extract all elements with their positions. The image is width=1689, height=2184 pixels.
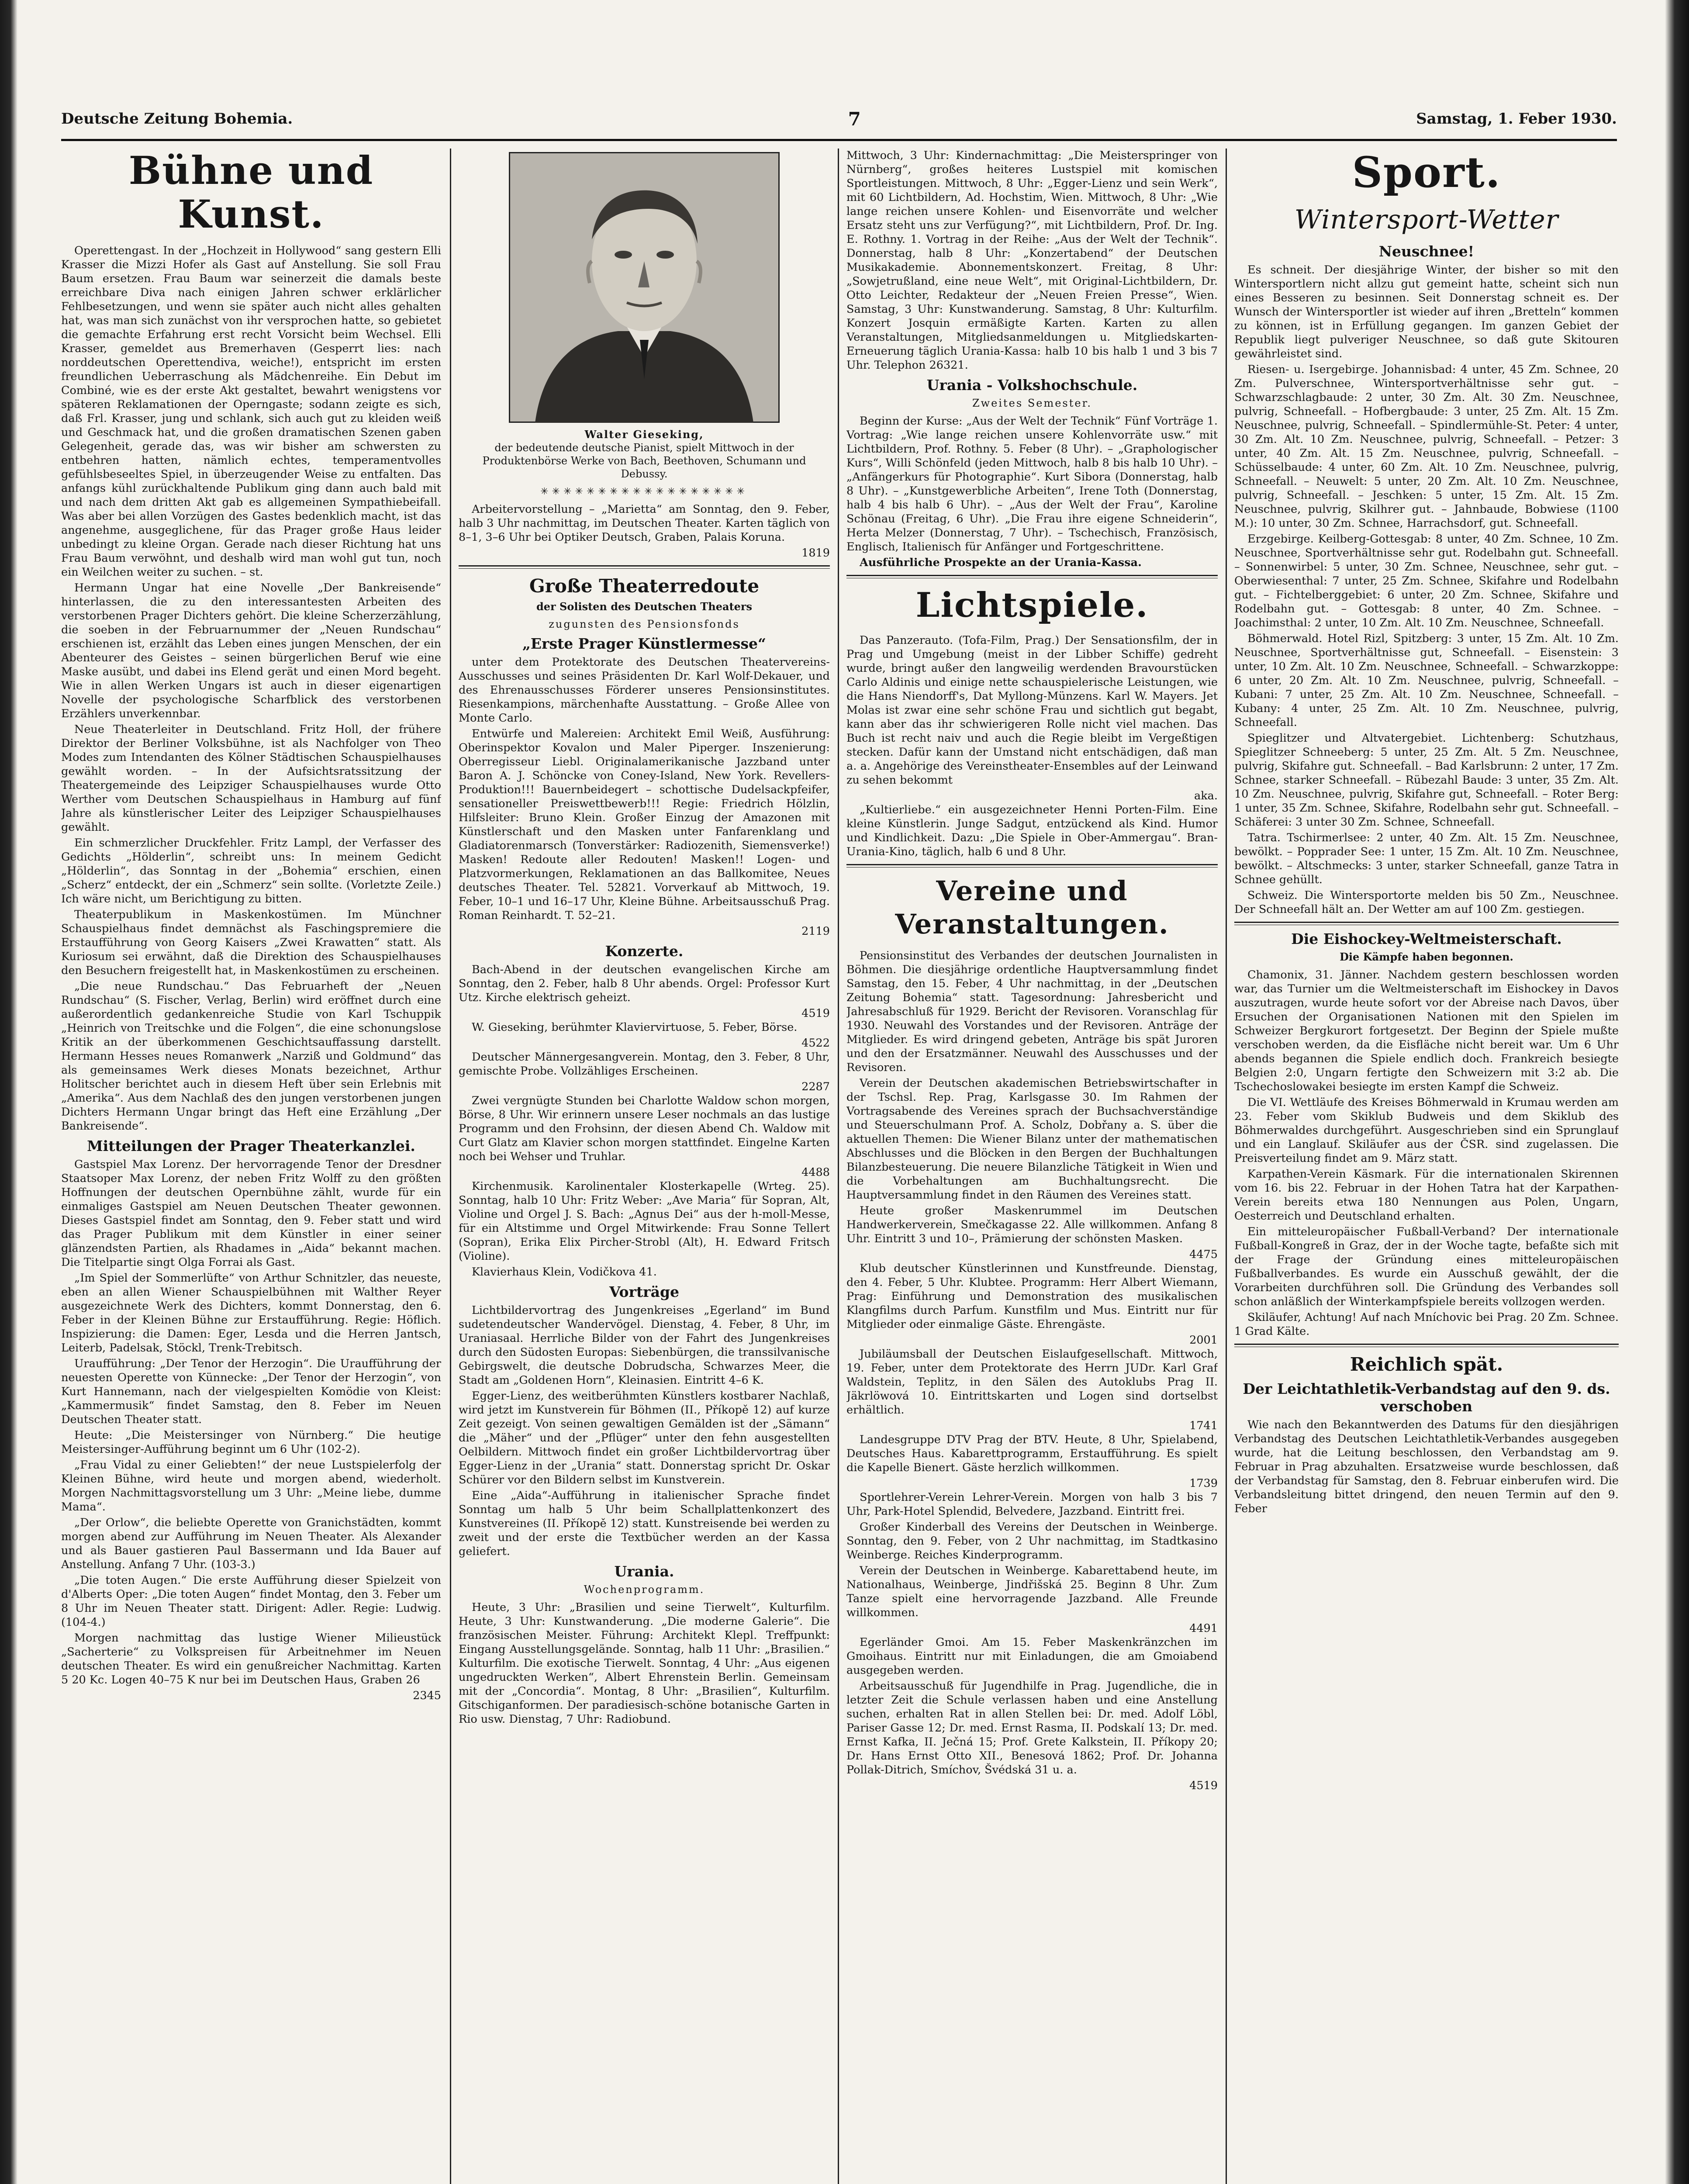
article-aida: Eine „Aida“-Aufführung in italienischer Sprache findet Sonntag um halb 5 Uhr beim Schallplattenkonzert des Kunstvereines (II. Příkopě 12) statt. Kunstreisende bei werden zu zweit und der erste die Textbücher werden an der Kassa geliefert. [459, 1489, 830, 1558]
report-riesengebirge: Riesen- u. Isergebirge. Johannisbad: 4 unter, 45 Zm. Schnee, 20 Zm. Pulverschnee, Wintersportverhältnisse sehr gut. – Schwarzschlagbaude: 2 unter, 30 Zm. Alt. 30 Zm. Neuschnee, pulvrig, Schneefall. – Hofbergbaude: 3 unter, 25 Zm. Alt. 15 Zm. Neuschnee, pulvrig, Schneefall. – Spindlermühle-St. Peter: 4 unter, 30 Zm. Alt. 10 Zm. Neuschnee, pulvrig, Schneefall. – Petzer: 3 unter, 40 Zm. Alt. 15 Zm. Neuschnee, pulvrig, Schneefall. – Schüsselbaude: 4 unter, 60 Zm. Alt. 10 Zm. Neuschnee, pulvrig, Schneefall. – Neuwelt: 5 unter, 20 Zm. Alt. 10 Zm. Neuschnee, pulvrig, Schneefall. – Jeschken: 5 unter, 15 Zm. Alt. 15 Zm. Neuschnee, pulvrig, Skilhrer gut. – Jahnbaude, Bobwiese (1100 M.): 10 unter, 30 Zm. Schnee, Harrachsdorf, gut. Schneefall. [1234, 363, 1619, 530]
article-kultierliebe: „Kultierliebe.“ ein ausgezeichneter Henni Porten-Film. Eine kleine Künstlerin. Junge Sadgut, entzückend als Kind. Humor und Kindlichkeit. Dazu: „Die Spiele in Ober-Ammergau“. Bran-Urania-Kino, täglich, halb 6 und 8 Uhr. [846, 803, 1218, 858]
ad-number: 4519 [1189, 1779, 1218, 1792]
heading-volkshochschule: Urania - Volkshochschule. [926, 377, 1138, 394]
ad-number: 2119 [801, 925, 830, 938]
article-bach: Bach-Abend in der deutschen evangelischen Kirche am Sonntag, den 2. Feber, halb 8 Uhr abends. Orgel: Professor Kurt Utz. Kirche elektrisch geheizt. [459, 963, 830, 1004]
section-heading-vereine: Vereine und Veranstaltungen. [895, 875, 1169, 940]
urania-sub: Wochenprogramm. [584, 1583, 705, 1596]
column-1 [61, 149, 441, 2184]
divider [459, 565, 830, 569]
ad-number: 1741 [1189, 1419, 1218, 1432]
heading-reichlich-spaet: Reichlich spät. [1350, 1354, 1503, 1375]
ad-number: 2287 [801, 1080, 830, 1093]
article-rundschau: „Die neue Rundschau.“ Das Februarheft der „Neuen Rundschau“ (S. Fischer, Verlag, Berlin) wird eröffnet durch eine außerordentlich gedankenreiche Studie von Karl Tschuppik „Heinrich von Treitschke und die Folgen“, die eine schonungslose Kritik an der überkommenen Geschichtsauffassung darstellt. Hermann Hesses neues Romanwerk „Narziß und Goldmund“ das als gemeinsames Werk dieses Monats bezeichnet, Arthur Holitscher berichtet auch in diesem Heft über sein Erlebnis mit „Amerika“. Aus dem Nachlaß des den jungen verstorbenen jungen Dichters Hermann Ungar bringt das Heft eine Erzählung „Der Bankreisende“. [61, 980, 441, 1133]
masthead [61, 106, 1617, 132]
article-redoute: unter dem Protektorate des Deutschen Theatervereins-Ausschusses und seines Präsidenten Dr. Karl Wolf-Dekauer, und des Ehrenausschusses Förderer unseres Pensionsinstitutes. Riesenkampions, märchenhafte Ausstattung. – Große Allee von Monte Carlo. [459, 656, 830, 725]
heading-wintersport-wetter: Wintersport-Wetter [1294, 204, 1559, 235]
scan-edge-left [0, 0, 17, 2184]
article-panzerauto: Das Panzerauto. (Tofa-Film, Prag.) Der Sensationsfilm, der in Prag und Umgebung (meist in der Libber Schiffe) gedreht wurde, bringt außer den langweilig werdenden Bravourstücken Carlo Aldinis und einige nette schauspielerische Leistungen, wie die Hans Niendorff's, Dat Myllong-Münzens. Karl W. Mayers. Jet Molas ist zwar eine sehr schöne Frau und sichtlich gut begabt, kann aber das ihr schwierigeren Rolle nicht viel machen. Das Buch ist recht naiv und auch die Regie bleibt im Vergeßtigen stecken. Dafür kann der Umstand nicht entschädigen, daß man a. a. Angehörige des Vereinstheater-Ensembles auf der Leinwand zu sehen bekommt [846, 634, 1218, 787]
article-theaterleiter: Neue Theaterleiter in Deutschland. Fritz Holl, der frühere Direktor der Berliner Volksbühne, ist als Nachfolger von Theo Modes zum Intendanten des Kölner Städtischen Schauspielhauses gewählt worden. – In der Aufsichtsratssitzung der Theatergemeinde des Leipziger Schauspielhauses wurde Otto Werther vom Deutschen Schauspielhaus in Hamburg auf fünf Jahre als künstlerischer Leiter des Leipziger Schauspielhauses gewählt. [61, 723, 441, 834]
ornament-rule: ✳✳✳✳✳✳✳✳✳✳✳✳✳✳✳✳✳✳ [540, 486, 748, 497]
article-jugendhilfe: Arbeitsausschuß für Jugendhilfe in Prag. Jugendliche, die in letzter Zeit die Schule verlassen haben und eine Anstellung suchen, erhalten Rat in allen Stellen bei: Dr. med. Adolf Löbl, Pariser Gasse 12; Dr. med. Ernst Rasma, II. Podskalí 13; Dr. med. Ernst Kafka, II. Ječná 15; Prof. Grete Kalkstein, II. Příkopy 20; Dr. Hans Ernst Otto XII., Benesová 1862; Prof. Dr. Johanna Pollak-Ditrich, Smíchov, Švédská 31 u. a. [846, 1679, 1218, 1776]
ad-number: 2001 [1189, 1334, 1218, 1347]
heading-mitteilungen: Mitteilungen der Prager Theaterkanzlei. [87, 1137, 415, 1154]
ad-number: 2345 [413, 1689, 441, 1702]
redoute-sub1: der Solisten des Deutschen Theaters [536, 600, 753, 613]
report-altvater: Spieglitzer und Altvatergebiet. Lichtenberg: Schutzhaus, Spieglitzer Schneeberg: 5 unter, 25 Zm. Alt. 5 Zm. Neuschnee, pulvrig, Skifahre gut. Schneefall. – Bad Karlsbrunn: 2 unter, 17 Zm. Schnee, starker Schneefall. – Rübezahl Baude: 3 unter, 35 Zm. Alt. 10 Zm. Neuschnee, pulvrig, Skifahre gut, Schneefall. – Roter Berg: 1 unter, 35 Zm. Schnee, Skifahre, Rodelbahn sehr gut. Schneefall. – Schäferei: 3 unter 30 Zm. Schnee, Schneefall. [1234, 732, 1619, 829]
column-rule-2 [838, 149, 839, 2184]
scan-edge-right [1665, 0, 1689, 2184]
volkshochschule-sub: Zweites Semester. [972, 397, 1092, 409]
article-pension: Pensionsinstitut des Verbandes der deutschen Journalisten in Böhmen. Die diesjährige ordentliche Hauptversammlung findet Samstag, den 15. Feber, 4 Uhr nachmittag, in der „Deutschen Zeitung Bohemia“ statt. Tagesordnung: Jahresbericht und Jahresabschluß für 1929. Bericht der Revisoren. Voranschlag für 1930. Neuwahl des Vorstandes und der Revisoren. Anträge der Mitglieder. Es wird dringend gebeten, Anträge bis spät Juroren und den der Ersatzmänner. Neuwahl des Ausschusses und der Revisoren. [846, 949, 1218, 1074]
column-3 [846, 149, 1218, 2184]
article-sommerluefte: „Im Spiel der Sommerlüfte“ von Arthur Schnitzler, das neueste, eben an allen Wiener Schauspielbühnen mit Walther Reyer ausgezeichnete Werk des Dichters, kommt Donnerstag, den 6. Feber in der Kleinen Bühne zur Erstaufführung. Regie: Höflich. Inspizierung: die Damen: Eger, Lesda und die Herren Jantsch, Leiterb, Padelsak, Stöckl, Trenk-Trebitsch. [61, 1272, 441, 1355]
ad-number: 4475 [1189, 1248, 1218, 1261]
article-kasino: Verein der Deutschen in Weinberge. Kabarettabend heute, im Nationalhaus, Weinberge, Jindřišská 25. Beginn 8 Uhr. Zum Tanze spielt eine hervorragende Jazzband. Alle Freunde willkommen. [846, 1564, 1218, 1619]
ad-number: 4522 [801, 1037, 830, 1050]
caption-name: Walter Gieseking, [584, 428, 704, 441]
divider [1234, 922, 1619, 925]
report-erzgebirge: Erzgebirge. Keilberg-Gottesgab: 8 unter, 40 Zm. Schnee, 10 Zm. Neuschnee, Sportverhältnisse sehr gut. Rodelbahn gut. Schneefall. – Sonnenwirbel: 5 unter, 30 Zm. Schnee, Neuschnee, sehr gut. – Oberwiesenthal: 7 unter, 25 Zm. Schnee, Skifahre und Rodelbahn gut. – Fichtelberggebiet: 6 unter, 20 Zm. Schnee, Skifahre und Rodelbahn gut. – Gottesgab: 8 unter, 40 Zm. Schnee. – Joachimsthal: 2 unter, 10 Zm. Alt. 10 Zm. Neuschnee, Schneefall. [1234, 532, 1619, 629]
divider [846, 864, 1218, 867]
article-waldow: Zwei vergnügte Stunden bei Charlotte Waldow schon morgen, Börse, 8 Uhr. Wir erinnern unsere Leser nochmals an das lustige Programm und den Frohsinn, der diesen Abend Ch. Waldow mit Curt Glatz am Klavier schon morgen stattfindet. Eingelne Karten noch bei Wehser und Truhlar. [459, 1094, 830, 1163]
article-volkshochschule: Beginn der Kurse: „Aus der Welt der Technik“ Fünf Vorträge 1. Vortrag: „Wie lange reichen unsere Kohlenvorräte usw.“ mit Lichtbildern, Prof. Rothny. 5. Feber (8 Uhr). – „Graphologischer Kurs“, Willi Schönfeld (jeden Mittwoch, halb 8 bis halb 10 Uhr). – „Anfängerkurs für Photographie“. Kurt Sibora (Donnerstag, halb 8 Uhr). – „Kunstgewerbliche Arbeiten“, Irene Toth (Donnerstag, halb 4 bis halb 6 Uhr). – „Aus der Welt der Frau“, Karoline Schönau (Freitag, 6 Uhr). „Die Frau ihre eigene Schneiderin“, Herta Melzer (Donnerstag, 7 Uhr). – Tschechisch, Französisch, Englisch, Italienisch für Anfänger und Fortgeschrittene. [846, 415, 1218, 553]
article-arbeitervorstellung: Arbeitervorstellung – „Marietta“ am Sonntag, den 9. Feber, halb 3 Uhr nachmittag, im Deutschen Theater. Karten täglich von 8–1, 3–6 Uhr bei Optiker Deutsch, Graben, Palais Koruna. [459, 503, 830, 544]
heading-leichtathletik: Der Leichtathletik-Verbandstag auf den 9. ds. verschoben [1243, 1380, 1610, 1415]
article-egerland: Lichtbildervortrag des Jungenkreises „Egerland“ im Bund sudetendeutscher Wandervögel. Dienstag, 4. Feber, 8 Uhr, im Uraniasaal. Herrliche Bilder von der Fahrt des Jungenkreises durch den Südosten Europas: Siebenbürgen, die transsilvanische Gebirgswelt, die deutsche Dobrudscha, Schwarzes Meer, die Stadt am „Goldenen Horn“, Kleinasien. Eintritt 4–6 K. [459, 1304, 830, 1387]
column-2 [459, 149, 830, 2184]
report-boehmerwald: Böhmerwald. Hotel Rizl, Spitzberg: 3 unter, 15 Zm. Alt. 10 Zm. Neuschnee, Sportverhältnisse gut, Schneefall. – Eisenstein: 3 unter, 10 Zm. Alt. 10 Zm. Neuschnee, Schneefall. – Schwarzkoppe: 6 unter, 20 Zm. Alt. 10 Zm. Neuschnee, pulvrig, Schneefall. – Kubani: 7 unter, 25 Zm. Alt. 10 Zm. Neuschnee, Schneefall. – Kubany: 4 unter, 25 Zm. Alt. 10 Zm. Neuschnee, pulvrig, Schneefall. [1234, 632, 1619, 729]
article-ungar: Hermann Ungar hat eine Novelle „Der Bankreisende“ hinterlassen, die zu den interessantesten Arbeiten des verstorbenen Prager Dichters gehört. Die kleine Scherzerzählung, die soeben in der Februarnummer der „Neuen Rundschau“ erschienen ist, erzählt das Leben eines jungen Menschen, der ein Abenteurer des Geistes – seinen bürgerlichen Beruf wie eine Maske ausübt, und dabei ins Elend gerät und einen Mord begeht. Wie in allen Werken Ungars ist auch in dieser eigenartigen Novelle der psychologische Scharfblick des verstorbenen Erzählers unverkennbar. [61, 581, 441, 720]
section-heading-sport: Sport. [1352, 149, 1501, 197]
article-tenor: Uraufführung: „Der Tenor der Herzogin“. Die Uraufführung der neuesten Operette von Künnecke: „Der Tenor der Herzogin“, von Kurt Hannemann, nach der vielgespielten Komödie von Kleist: „Kammermusik“ findet Samstag, den 8. Feber im Neuen Deutschen Theater statt. [61, 1357, 441, 1426]
article-eishockey: Chamonix, 31. Jänner. Nachdem gestern beschlossen worden war, das Turnier um die Weltmeisterschaft im Eishockey in Davos auszutragen, wurde heute sofort vor der Abreise nach Davos, über Ersuchen der Organisationen Nationen mit den Spielen im Schweizer Bergkurort fortgesetzt. Der Beginn der Spiele mußte verschoben werden, da die Eisfläche nicht bereit war. Um 6 Uhr abends begannen die Spiele endlich doch. Frankreich besiegte Belgien 2:0, Ungarn fertigte den Schweizern mit 3:2 ab. Die Tschechoslowakei besiegte im ersten Kampf die Schweiz. [1234, 968, 1619, 1093]
article-boehmerwaldlauf: Die VI. Wettläufe des Kreises Böhmerwald in Krumau werden am 23. Feber vom Skiklub Budweis und dem Skiklub des Böhmerwaldes durchgeführt. Ausgeschrieben sind ein Sprunglauf und ein Langlauf. Skiläufer aus der ČSR. sind zugelassen. Die Preisverteilung findet am 9. März statt. [1234, 1096, 1619, 1165]
article-kirchenmusik: Kirchenmusik. Karolinentaler Klosterkapelle (Wrteg. 25). Sonntag, halb 10 Uhr: Fritz Weber: „Ave Maria“ für Sopran, Alt, Violine und Orgel J. S. Bach: „Agnus Dei“ aus der h-moll-Messe, für ein Altstimme und Orgel Mitwirkende: Frau Sonne Tellert (Sopran), Erika Elix Pircher-Strobl (Alt), H. Edward Fritsch (Violine). [459, 1180, 830, 1263]
ad-number: 1819 [801, 546, 830, 560]
heading-theaterredoute: Große Theaterredoute [529, 575, 760, 597]
column-4 [1234, 149, 1619, 2184]
article-lorenz: Gastspiel Max Lorenz. Der hervorragende Tenor der Dresdner Staatsoper Max Lorenz, der neben Fritz Wolff zu den größten Hoffnungen der deutschen Opernbühne zählt, wurde für ein einmaliges Gastspiel am Neuen Deutschen Theater gewonnen. Dieses Gastspiel findet am Sonntag, den 9. Feber statt und wird das Prager Publikum mit dem Künstler in einer seiner glänzendsten Partien, als Rhadames in „Aida“ bekannt machen. Die Titelpartie singt Olga Forrai als Gast. [61, 1158, 441, 1269]
article-toten-augen: „Die toten Augen.“ Die erste Aufführung dieser Spielzeit von d'Alberts Oper: „Die toten Augen“ findet Montag, den 3. Feber um 8 Uhr im Neuen Theater statt. Dirigent: Adler. Regie: Ludwig. (104-4.) [61, 1574, 441, 1629]
column-rule-3 [1226, 149, 1227, 2184]
column-rule-1 [450, 149, 451, 2184]
article-klavierhaus: Klavierhaus Klein, Vodičkova 41. [472, 1265, 657, 1279]
redoute-sub3: „Erste Prager Künstlermesse“ [522, 635, 767, 652]
article-neuschnee: Es schneit. Der diesjährige Winter, der bisher so mit den Wintersportlern nicht allzu gut gemeint hatte, scheint sich nun eines Besseren zu besinnen. Seit Donnerstag schneit es. Der Wunsch der Wintersportler ist wieder auf ihren „Bretteln“ kommen zu können, ist in Erfüllung gegangen. Im ganzen Gebiet der Republik liegt pulveriger Neuschnee, so daß gute Skitouren gewährleistet sind. [1234, 263, 1619, 360]
article-orlow: „Der Orlow“, die beliebte Operette von Granichstädten, kommt morgen abend zur Aufführung im Neuen Theater. Als Alexander und als Bauer gastieren Paul Bassermann und Ida Bauer auf Anstellung. Anfang 7 Uhr. (103-3.) [61, 1516, 441, 1571]
article-sacherterie: Morgen nachmittag das lustige Wiener Milieustück „Sacherterie“ zu Volkspreisen für Arbeitnehmer im Neuen deutschen Theater. Es wird ein genußreicher Nachmittag. Karten 5 20 Kc. Logen 40–75 K nur bei im Deutschen Haus, Graben 26 [61, 1631, 441, 1686]
article-sportlehrer: Sportlehrer-Verein Lehrer-Verein. Morgen von halb 3 bis 7 Uhr, Park-Hotel Splendid, Belvedere, Jazzband. Eintritt frei. [846, 1491, 1218, 1518]
heading-urania: Urania. [614, 1563, 674, 1580]
divider [846, 575, 1218, 578]
article-urania-program: Heute, 3 Uhr: „Brasilien und seine Tierwelt“, Kulturfilm. Heute, 3 Uhr: Kunstwanderung. „Die moderne Galerie“. Die französischen Meister. Führung: Architekt Klepl. Treffpunkt: Eingang Ausstellungsgelände. Sonntag, halb 11 Uhr: „Brasilien.“ Kulturfilm. Die exotische Tierwelt. Sonntag, 4 Uhr: „Aus eigenen ungedruckten Werken“, Albert Ehrenstein Berlin. Gemeinsam mit der „Concordia“. Montag, 8 Uhr: „Brasilien“, Kulturfilm. Gitschiganformen. Der paradiesisch-schöne botanische Garten in Rio usw. Dienstag, 7 Uhr: Radiobund. [459, 1601, 830, 1726]
article-druckfehler: Ein schmerzlicher Druckfehler. Fritz Lampl, der Verfasser des Gedichts „Hölderlin“, schreibt uns: In meinem Gedicht „Hölderlin“, das Sonntag in der „Bohemia“ erschien, einen „Scherz“ entdeckt, der ein „Schmerz“ sein sollte. (Vorletzte Zeile.) Ich wäre nicht, um Berichtigung zu bitten. [61, 836, 441, 905]
divider [1234, 1344, 1619, 1347]
article-egger-lienz: Egger-Lienz, des weitberühmten Künstlers kostbarer Nachlaß, wird jetzt im Kunstverein für Böhmen (II., Příkopě 12) auf kurze Zeit gezeigt. Von seinen gewaltigen Gemälden ist der „Sämann“ die „Mäher“ und der „Pflüger“ unter den fehn ausgestellten Oelbildern. Mittwoch findet ein großer Lichtbildervortrag über Egger-Lienz in der „Urania“ statt. Donnerstag spricht Dr. Oskar Schürer vor den Bildern selbst im Kunstverein. [459, 1389, 830, 1486]
article-maskenrummel: Heute großer Maskenrummel im Deutschen Handwerkerverein, Smečkagasse 22. Alle willkommen. Anfang 8 Uhr. Eintritt 3 und 10–, Prämierung der schönsten Masken. [846, 1204, 1218, 1245]
masthead-rule [61, 139, 1617, 141]
article-kuenstlerinnen: Klub deutscher Künstlerinnen und Kunstfreunde. Dienstag, den 4. Feber, 5 Uhr. Klubtee. Programm: Herr Albert Wiemann, Prag: Einführung und Demonstration des musikalischen Klangfilms durch Parfum. Kunstfilm und Mus. Eintritt nur für Mitglieder oder einmalige Gäste. Ehrengäste. [846, 1262, 1218, 1331]
article-signature: aka. [1194, 789, 1218, 802]
article-skilaeufer: Skiläufer, Achtung! Auf nach Mníchovic bei Prag. 20 Zm. Schnee. 1 Grad Kälte. [1234, 1311, 1619, 1338]
ad-number: 1739 [1189, 1477, 1218, 1490]
heading-neuschnee: Neuschnee! [1378, 243, 1475, 260]
heading-vortraege: Vorträge [609, 1283, 680, 1300]
article-maennergesang: Deutscher Männergesangverein. Montag, den 3. Feber, 8 Uhr, gemischte Probe. Vollzähliges Erscheinen. [459, 1051, 830, 1078]
ad-number: 4491 [1189, 1622, 1218, 1635]
article-meistersinger: Heute: „Die Meistersinger von Nürnberg.“ Die heutige Meistersinger-Aufführung beginnt um 6 Uhr (102-2). [61, 1429, 441, 1456]
caption-text: der bedeutende deutsche Pianist, spielt Mittwoch in der Produktenbörse Werke von Bach, Beethoven, Schumann und Debussy. [482, 442, 806, 480]
paper-name: Deutsche Zeitung Bohemia. [61, 110, 293, 128]
eishockey-sub: Die Kämpfe haben begonnen. [1340, 950, 1513, 963]
redoute-sub2: zugunsten des Pensionsfonds [549, 618, 740, 630]
report-schweiz: Schweiz. Die Wintersportorte melden bis 50 Zm., Neuschnee. Der Schneefall hält an. Der Wetter am auf 100 Zm. gestiegen. [1234, 889, 1619, 916]
article-maskenkostuem: Theaterpublikum in Maskenkostümen. Im Münchner Schauspielhaus findet demnächst als Faschingspremiere die Erstaufführung von Georg Kaisers „Zwei Krawatten“ statt. Als Kuriosum sei erwähnt, daß die Direktion des Schauspielhauses den Besuchern freigestellt hat, in Maskenkostümen zu erscheinen. [61, 908, 441, 977]
photo-caption [459, 428, 830, 480]
heading-eishockey: Die Eishockey-Weltmeisterschaft. [1291, 930, 1562, 947]
section-heading-lichtspiele: Lichtspiele. [915, 585, 1149, 625]
issue-date: Samstag, 1. Feber 1930. [1416, 110, 1617, 128]
article-operettengast: Operettengast. In der „Hochzeit in Hollywood“ sang gestern Elli Krasser die Mizzi Hofer als Gast auf Anstellung. Sie soll Frau Baum ersetzen. Frau Baum war seinerzeit die damals beste erreichbare Diva nach einigen Jahren schwer erklärlicher Fehlbesetzungen, und wenn sie später auch nicht alles gehalten hat, was man sich zunächst von ihr versprochen hatte, so gebietet die gemachte Erfahrung erst recht Vorsicht beim Wechsel. Elli Krasser, gemeldet aus Bremerhaven (Gesperrt lies: nach norddeutschen Operettendiva, weiche!), entspricht im ersten freundlichen Ueberraschung als Mädchenreihe. Ein Debut im Combiné, wie es der erste Akt gestaltet, bewahrt wenigstens vor späteren Reklamationen der Operngaste; sodann zeigte es sich, daß Frl. Krasser, jung und schlank, sich auch gut zu kleiden weiß und Geschmack hat, und die großen dramatischen Szenen gaben Gelegenheit, gerade das, was wir bisher am schwersten zu entbehren hatten, nämlich echtes, temperamentvolles gefühlsbeseeltes Spiel, in überzeugender Weise zu entfalten. Das anfangs kühl zurückhaltende Publikum ging dann auch bald mit und nach dem dritten Akt gab es allgemeinen Sympathiebeifall. Was aber bei allen Vorzügen des Gastes bedenklich macht, ist das angenehme, ausgeglichene, für das Prager große Haus leider unbedingt zu kleine Organ. Gerade nach dieser Richtung hat uns Frau Baum verwöhnt, und deshalb wird man wohl gut tun, noch ein Weilchen weiter zu suchen. – st. [61, 244, 441, 579]
article-leichtathletik: Wie nach den Bekanntwerden des Datums für den diesjährigen Verbandstag des Deutschen Leichtathletik-Verbandes ausgegeben wurde, hat die Leitung beschlossen, den Verbandstag am 9. Februar in Prag abzuhalten. Ersatzweise wurde beschlossen, daß der Verbandstag für Samstag, den 8. Februar einberufen wird. Die Verbandsleitung bittet dringend, den neuen Termin auf den 9. Feber [1234, 1418, 1619, 1515]
article-egerlaender: Egerländer Gmoi. Am 15. Feber Maskenkränzchen im Gmoihaus. Eintritt nur mit Einladungen, die am Gmoiabend ausgegeben werden. [846, 1636, 1218, 1677]
portrait-photo [509, 152, 780, 423]
article-jubilaeum: Jubiläumsball der Deutschen Eislaufgesellschaft. Mittwoch, 19. Feber, unter dem Protektorate des Herrn JUDr. Karl Graf Waldstein, Teplitz, in den Sälen des Autoklubs Prag II. Jäkrlöwová 10. Eintrittskarten und Logen sind dortselbst erhältlich. [846, 1348, 1218, 1417]
ad-number: 4488 [801, 1166, 830, 1179]
article-urania-cont: Mittwoch, 3 Uhr: Kindernachmittag: „Die Meisterspringer von Nürnberg“, großes heiteres Lustspiel mit komischen Sportleistungen. Mittwoch, 8 Uhr: „Egger-Lienz und sein Werk“, mit 60 Lichtbildern, Ad. Hochstim, Wien. Mittwoch, 8 Uhr: „Wie lange reichen unsere Kohlen- und Eisenvorräte und welcher Ersatz steht uns zur Verfügung?“, mit Lichtbildern, Prof. Dr. Ing. E. Rothny. 1. Vortrag in der Reihe: „Aus der Welt der Technik“. Donnerstag, halb 8 Uhr: „Konzertabend“ der Deutschen Musikakademie. Abonnementskonzert. Freitag, 8 Uhr: „Sowjetrußland, eine neue Welt“, mit Original-Lichtbildern, Dr. Otto Leichter, Redakteur der „Neuen Freien Presse“, Wien. Samstag, 3 Uhr: Kunstwanderung. Samstag, 8 Uhr: Kulturfilm. Konzert Josquin ermäßigte Karten. Karten zu allen Veranstaltungen, Mitgliedsanmeldungen u. Mitgliedskarten-Erneuerung täglich Urania-Kassa: halb 10 bis halb 1 und 3 bis 7 Uhr. Telephon 26321. [846, 149, 1218, 372]
article-redoute-2: Entwürfe und Malereien: Architekt Emil Weiß, Ausführung: Oberinspektor Kovalon und Maler Piperger. Inszenierung: Oberregisseur Liebl. Originalamerikanische Jazzband unter Baron A. J. Schöncke von Coney-Island, New York. Revellers-Produktion!!! Bauernbeidegert – schottische Dudelsackpfeifer, sensationeller Preiswettbewerb!!! Regie: Friedrich Hölzlin, Hilfsleiter: Bruno Klein. Großer Einzug der Amazonen mit Künstlerschaft und den Masken unter Fanfarenklang und Gladiatorenmarsch (Tonverstärker: Radiozenith, Siemensverke!) Masken! Redoute aller Redouten! Masken!! Logen- und Platzvormerkungen, Reklamationen an das Ballkomitee, Neues deutsches Theater. Tel. 52821. Vorverkauf ab Mittwoch, 19. Feber, 10–1 und 16–17 Uhr, Kleine Bühne. Arbeitsausschuß Prag. Roman Reinhardt. T. 52–21. [459, 727, 830, 922]
section-heading-buehne: Bühne und Kunst. [128, 149, 374, 237]
heading-konzerte: Konzerte. [605, 943, 684, 960]
ad-number: 4519 [801, 1007, 830, 1020]
article-gieseking: W. Gieseking, berühmter Klaviervirtuose, 5. Feber, Börse. [472, 1021, 798, 1034]
article-fussball: Ein mitteleuropäischer Fußball-Verband? Der internationale Fußball-Kongreß in Graz, der in der Woche tagte, befaßte sich mit der Frage der Gründung eines mitteleuropäischen Fußballverbandes. Es wurde ein Ausschuß gewählt, der die Vorarbeiten durchführen soll. Die Gründung des Verbandes soll schon anläßlich der Winterkampfspiele bereits vollzogen werden. [1234, 1225, 1619, 1308]
article-hochschul: Verein der Deutschen akademischen Betriebswirtschafter in der Tschsl. Rep. Prag, Karlsgasse 30. Im Rahmen der Vortragsabende des Vereines sprach der Buchsachverständige und Steuerschulmann Prof. A. Scholz, Dobřany a. S. über die aktuellen Themen: Die Wiener Bilanz unter der mathematischen Abschlusses und die Blöcken in den Bergen der Buchhaltungen Bilanzbesteuerung. Die neuere Bilanzliche Tätigkeit in Wien und die Vorbehaltungen am Buchhaltungsrecht. Die Hauptversammlung findet in den Räumen des Vereines statt. [846, 1077, 1218, 1202]
article-karpathen: Karpathen-Verein Käsmark. Für die internationalen Skirennen vom 16. bis 22. Februar in der Hohen Tatra hat der Karpathen-Verein bereits etwa 180 Nennungen aus Polen, Ungarn, Oesterreich und Deutschland erhalten. [1234, 1168, 1619, 1223]
report-tatra: Tatra. Tschirmerlsee: 2 unter, 40 Zm. Alt. 15 Zm. Neuschnee, bewölkt. – Popprader See: 1 unter, 15 Zm. Alt. 10 Zm. Neuschnee, bewölkt. – Altschmecks: 3 unter, starker Schneefall, ganze Tatra in Schnee gehüllt. [1234, 831, 1619, 886]
article-vidal: „Frau Vidal zu einer Geliebten!“ der neue Lustspielerfolg der Kleinen Bühne, wird heute und morgen abend, wiederholt. Morgen Nachmittagsvorstellung um 3 Uhr: „Meine liebe, dumme Mama“. [61, 1458, 441, 1514]
article-dtv: Landesgruppe DTV Prag der BTV. Heute, 8 Uhr, Spielabend, Deutsches Haus. Kabarettprogramm, Erstaufführung. Es spielt die Kapelle Bienert. Gäste herzlich willkommen. [846, 1433, 1218, 1474]
article-prospekte: Ausführliche Prospekte an der Urania-Kassa. [860, 556, 1142, 569]
article-weinberge: Großer Kinderball des Vereins der Deutschen in Weinberge. Sonntag, den 9. Feber, von 2 Uhr nachmittag, im Stadtkasino Weinberge. Reiches Kinderprogramm. [846, 1521, 1218, 1562]
page-number: 7 [848, 108, 861, 130]
